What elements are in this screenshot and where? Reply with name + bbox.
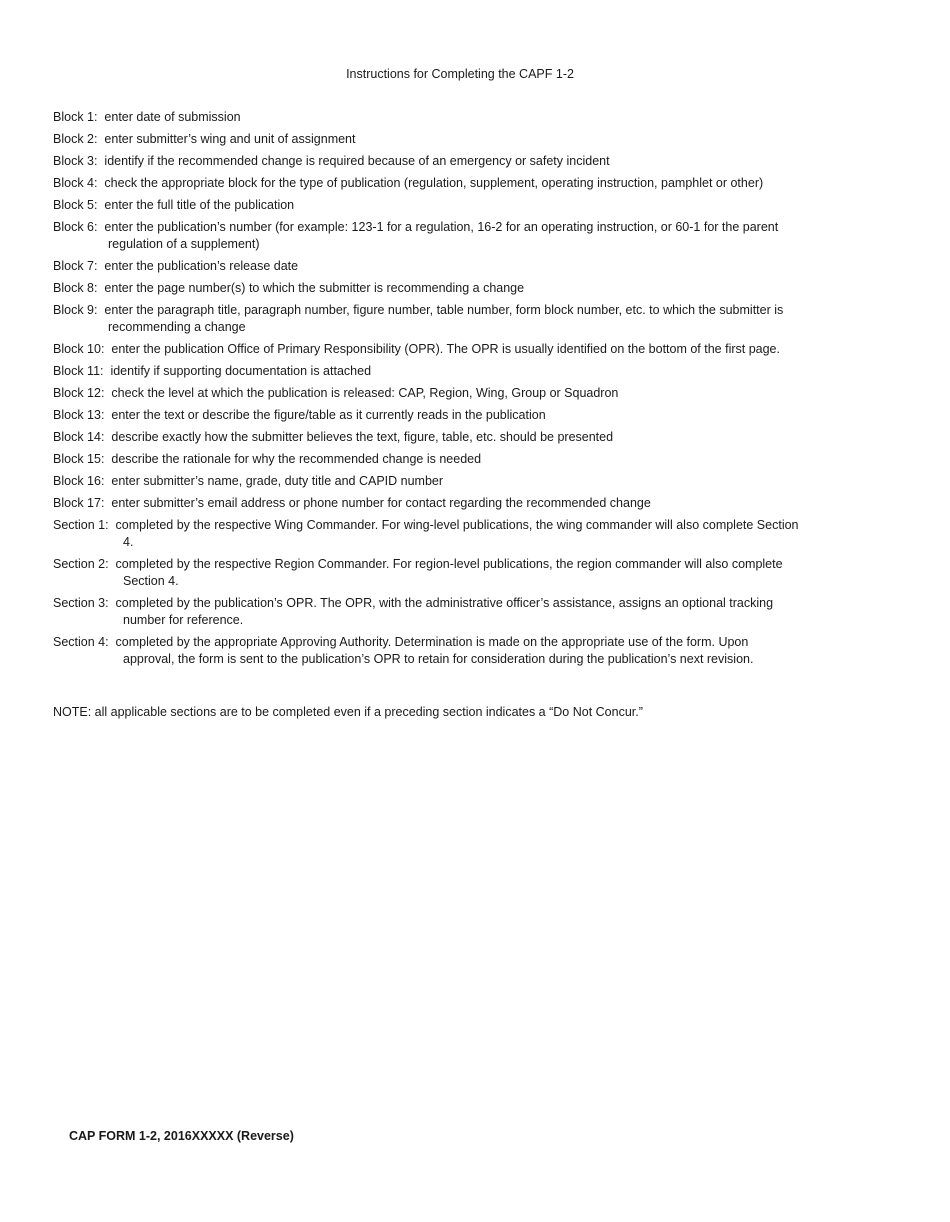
instruction-item	[53, 109, 883, 126]
instruction-text: enter submitter’s email address or phone number for contact regarding the recommended change	[111, 496, 651, 510]
instruction-line	[53, 474, 443, 488]
instruction-continuation: recommending a change	[108, 320, 246, 334]
instruction-text: enter the publication’s release date	[104, 259, 299, 273]
instruction-item	[53, 634, 883, 668]
instruction-line	[53, 408, 546, 422]
instruction-label: Block 12:	[53, 386, 112, 400]
instruction-text: enter the publication Office of Primary Responsibility (OPR). The OPR is usually identified on the bottom of the first page.	[111, 342, 780, 356]
instruction-text: completed by the respective Wing Commander. For wing-level publications, the wing commander will also complete Section	[115, 518, 799, 532]
instruction-label: Block 17:	[53, 496, 112, 510]
instruction-label: Block 3:	[53, 154, 105, 168]
instruction-line	[53, 496, 651, 510]
instruction-item	[53, 175, 883, 192]
instruction-text: check the appropriate block for the type of publication (regulation, supplement, operating instruction, pamphlet or other)	[104, 176, 764, 190]
instruction-continuation: number for reference.	[123, 613, 244, 627]
instruction-text: describe exactly how the submitter believes the text, figure, table, etc. should be presented	[111, 430, 614, 444]
instruction-label: Section 3:	[53, 596, 116, 610]
instruction-line	[53, 430, 613, 444]
instruction-line	[53, 220, 778, 234]
instruction-text: identify if supporting documentation is attached	[110, 364, 372, 378]
instruction-text: enter date of submission	[104, 110, 241, 124]
instruction-line	[53, 198, 294, 212]
instruction-text: enter the paragraph title, paragraph number, figure number, table number, form block number, etc. to which the submitter is	[104, 303, 784, 317]
instruction-line	[53, 303, 783, 317]
instruction-item	[53, 341, 883, 358]
instruction-line	[53, 176, 763, 190]
instruction-label: Block 6:	[53, 220, 105, 234]
instruction-text: enter the text or describe the figure/table as it currently reads in the publication	[111, 408, 546, 422]
instruction-line	[53, 557, 783, 571]
instruction-label: Block 11:	[53, 364, 111, 378]
instruction-item	[53, 363, 883, 380]
instruction-label: Block 1:	[53, 110, 105, 124]
instructions-list	[53, 109, 883, 673]
instruction-line	[53, 154, 610, 168]
instruction-line	[53, 364, 371, 378]
instruction-text: identify if the recommended change is required because of an emergency or safety incident	[104, 154, 610, 168]
instruction-text: enter the publication’s number (for example: 123-1 for a regulation, 16-2 for an operating instruction, or 60-1 for the parent	[104, 220, 779, 234]
instruction-continuation: approval, the form is sent to the publication’s OPR to retain for consideration during the publication’s next revision.	[123, 652, 754, 666]
instruction-text: check the level at which the publication is released: CAP, Region, Wing, Group or Squadron	[111, 386, 619, 400]
instruction-label: Block 4:	[53, 176, 105, 190]
instruction-label: Block 8:	[53, 281, 105, 295]
instruction-continuation: regulation of a supplement)	[108, 237, 260, 251]
instruction-line	[53, 259, 298, 273]
instruction-line	[53, 281, 524, 295]
instruction-label: Block 10:	[53, 342, 112, 356]
instruction-line	[53, 342, 780, 356]
instruction-label: Block 5:	[53, 198, 105, 212]
instruction-text: completed by the appropriate Approving Authority. Determination is made on the appropriate use of the form. Upon	[115, 635, 749, 649]
note-text: NOTE: all applicable sections are to be completed even if a preceding section indicates a “Do Not Concur.”	[53, 705, 643, 719]
instruction-label: Block 2:	[53, 132, 105, 146]
instruction-text: enter the page number(s) to which the submitter is recommending a change	[104, 281, 525, 295]
instruction-label: Block 7:	[53, 259, 105, 273]
instruction-label: Block 9:	[53, 303, 105, 317]
instruction-line	[53, 518, 799, 532]
instruction-item	[53, 556, 883, 590]
instruction-label: Section 1:	[53, 518, 116, 532]
instruction-continuation: 4.	[123, 535, 134, 549]
instruction-item	[53, 495, 883, 512]
instruction-label: Block 15:	[53, 452, 112, 466]
instruction-item	[53, 473, 883, 490]
instruction-item	[53, 131, 883, 148]
instruction-item	[53, 258, 883, 275]
instruction-item	[53, 407, 883, 424]
instruction-item	[53, 385, 883, 402]
instruction-item	[53, 302, 883, 336]
instruction-line	[53, 110, 241, 124]
instruction-text: enter submitter’s name, grade, duty title and CAPID number	[111, 474, 444, 488]
instruction-text: completed by the respective Region Commander. For region-level publications, the region commander will also complete	[115, 557, 783, 571]
instruction-line	[53, 386, 618, 400]
instruction-line	[53, 132, 355, 146]
instruction-item	[53, 280, 883, 297]
instruction-line	[53, 452, 481, 466]
instruction-item	[53, 197, 883, 214]
instruction-item	[53, 219, 883, 253]
instruction-item	[53, 517, 883, 551]
instruction-item	[53, 451, 883, 468]
instruction-item	[53, 429, 883, 446]
instruction-continuation: Section 4.	[123, 574, 179, 588]
form-footer: CAP FORM 1-2, 2016XXXXX (Reverse)	[69, 1129, 294, 1143]
instruction-label: Block 14:	[53, 430, 112, 444]
instruction-line	[53, 635, 748, 649]
instruction-label: Block 13:	[53, 408, 112, 422]
instruction-item	[53, 153, 883, 170]
instruction-label: Section 4:	[53, 635, 116, 649]
instruction-text: enter submitter’s wing and unit of assignment	[104, 132, 356, 146]
instruction-text: describe the rationale for why the recommended change is needed	[111, 452, 482, 466]
instruction-item	[53, 595, 883, 629]
instruction-label: Section 2:	[53, 557, 116, 571]
instruction-text: enter the full title of the publication	[104, 198, 295, 212]
instruction-line	[53, 596, 773, 610]
instruction-text: completed by the publication’s OPR. The OPR, with the administrative officer’s assistance, assigns an optional tracking	[115, 596, 774, 610]
document-title: Instructions for Completing the CAPF 1-2	[346, 67, 574, 81]
instruction-label: Block 16:	[53, 474, 112, 488]
